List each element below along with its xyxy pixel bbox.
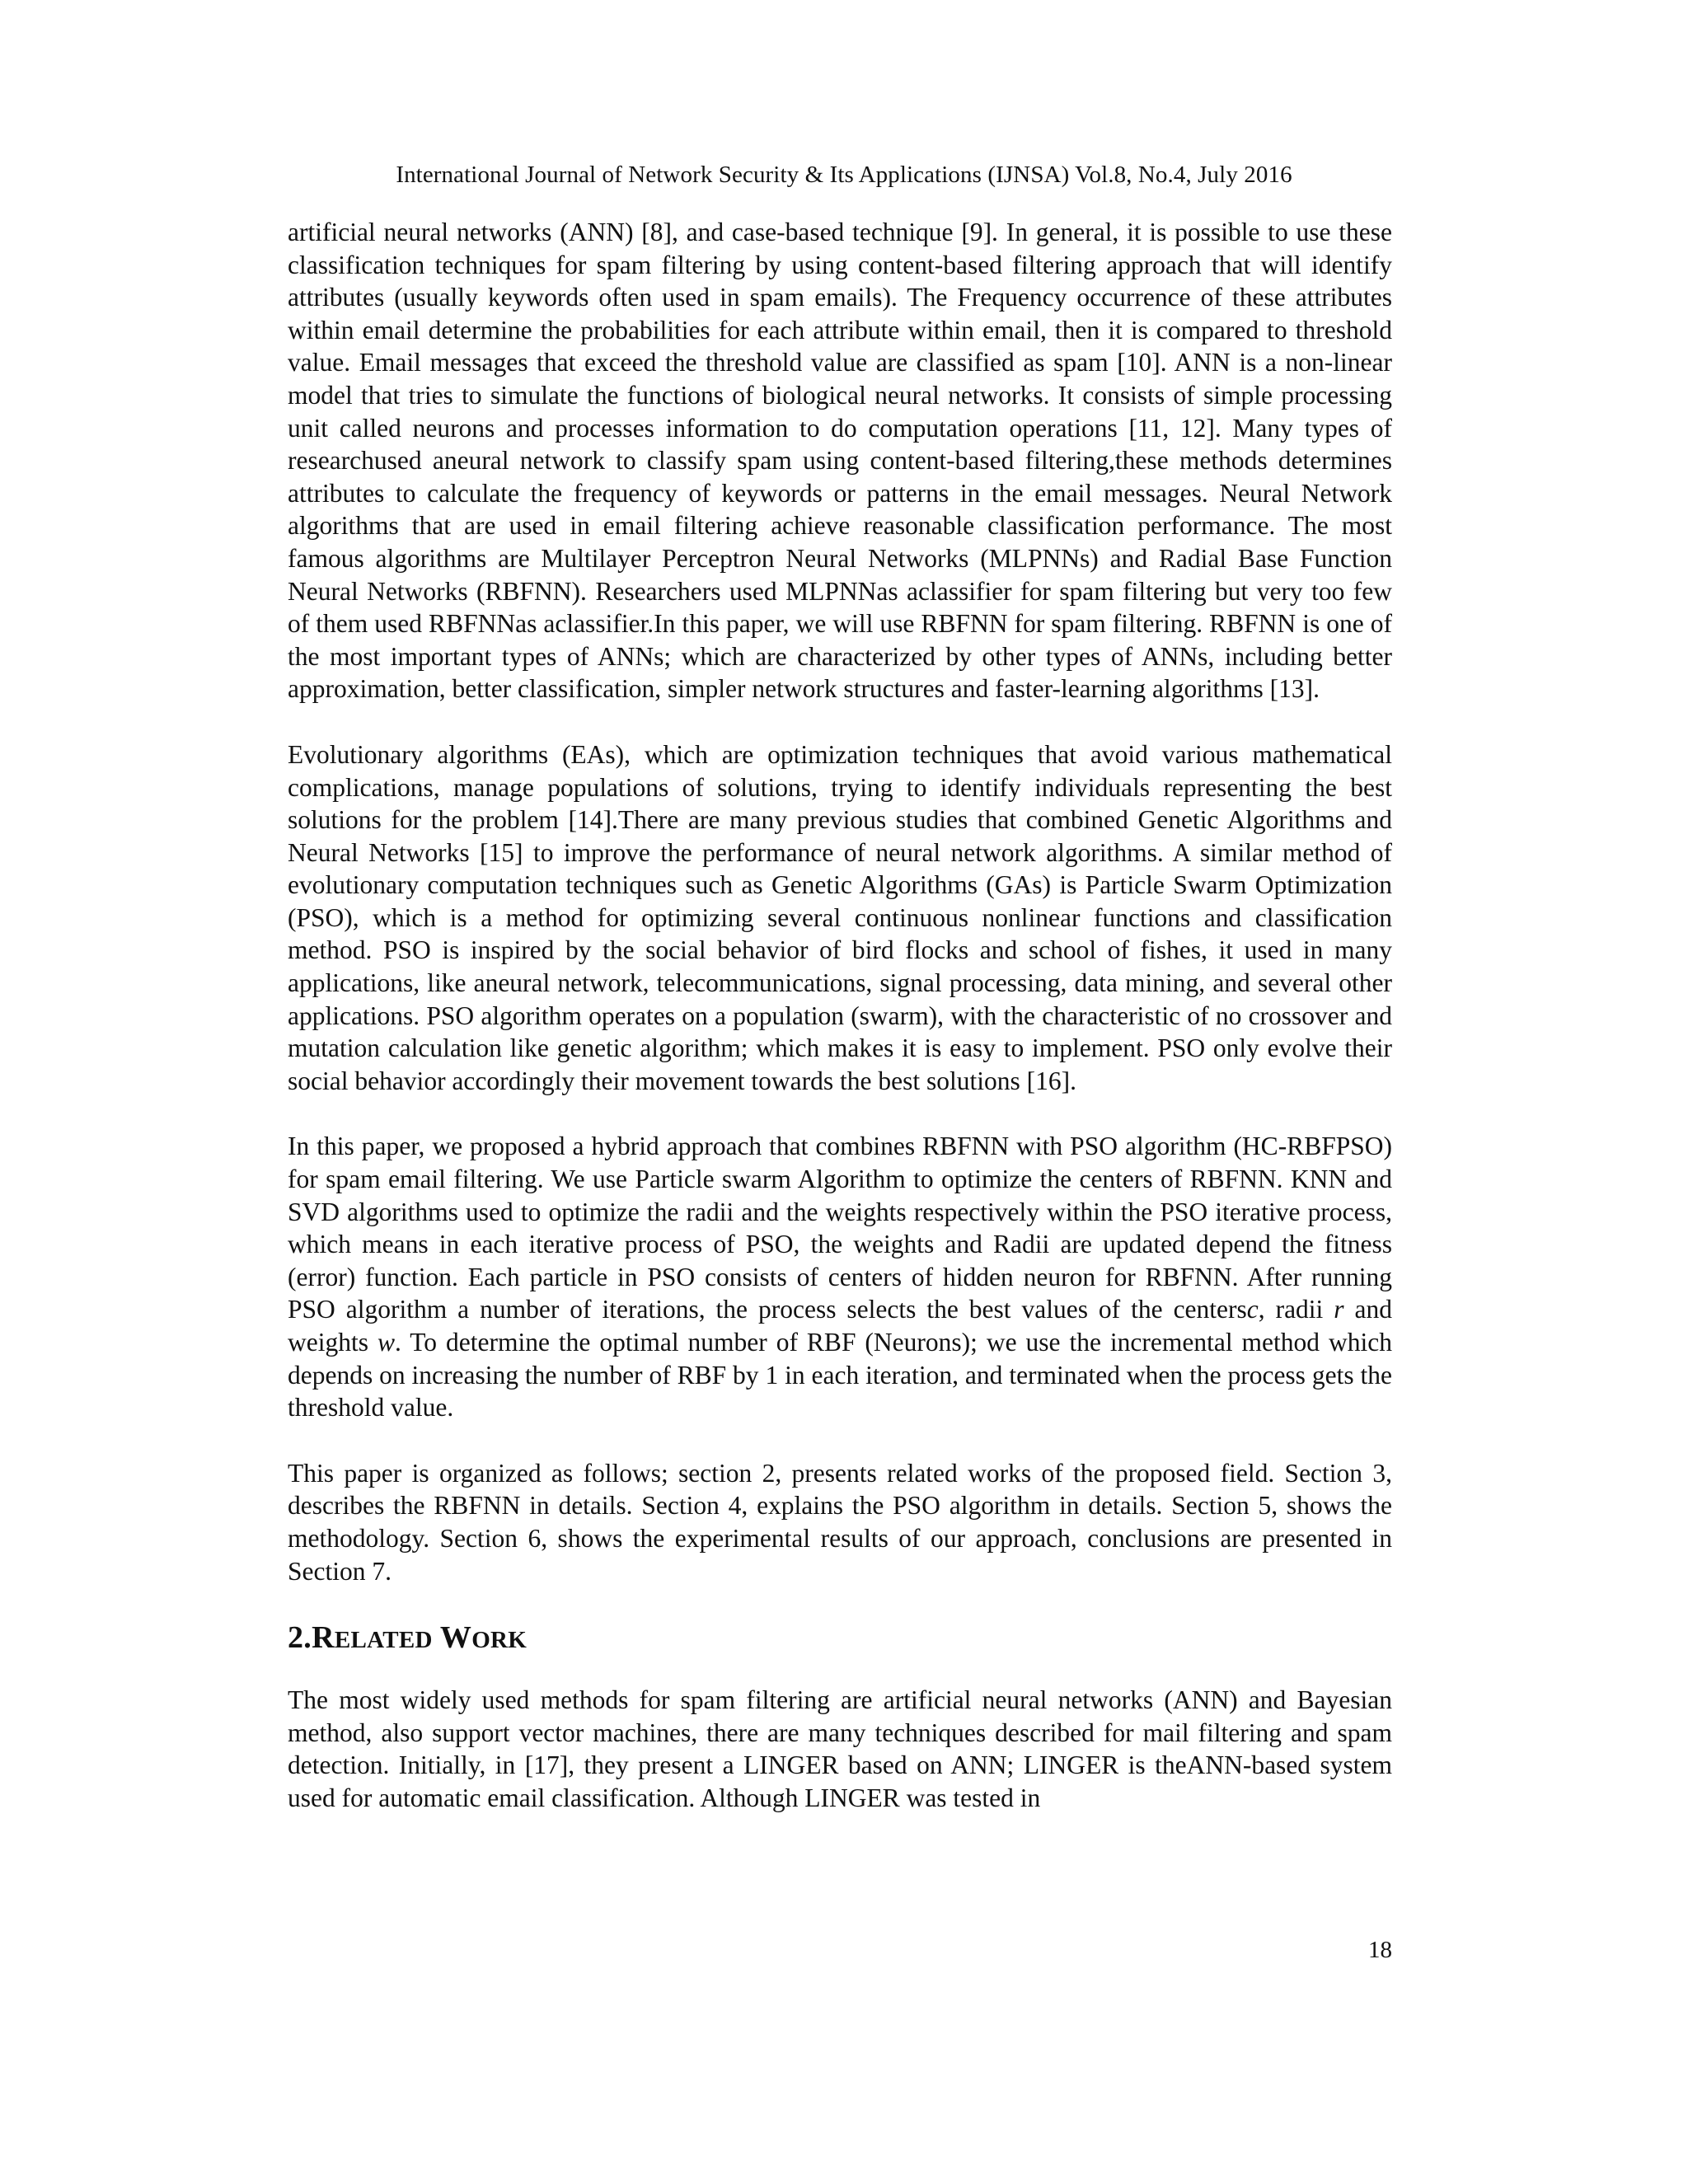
heading-gap — [288, 1659, 1392, 1684]
running-header: International Journal of Network Security & Its Applications (IJNSA) Vol.8, No.4, July 2016 — [396, 162, 1292, 188]
paragraph-paper-organization: This paper is organized as follows; section 2, presents related works of the proposed field. Section 3, describes the RBFNN in details. Section 4, explains the PSO algorithm in details. Section 5, shows the methodology. Section 6, shows the experimental results of our approach, conclusions are presented in Section 7. — [288, 1458, 1392, 1586]
heading-small-caps: ELATED — [334, 1627, 433, 1654]
text-run: , radii — [1258, 1295, 1334, 1324]
section-number: 2. — [288, 1620, 312, 1656]
paragraph-ann-overview: artificial neural networks (ANN) [8], and case-based technique [9]. In general, it is possible to use these classification techniques for spam filtering by using content-based filtering approach that will identify attributes (usually keywords often used in spam emails). The Frequency occurrence of these attributes within email determine the probabilities for each attribute within email, then it is compared to threshold value. Email messages that exceed the threshold value are classified as spam [10]. ANN is a non-linear model that tries to simulate the functions of biological neural networks. It consists of simple processing unit called neurons and processes information to do computation operations [11, 12]. Many types of researchused aneural network to classify spam using content-based filtering,these methods determines attributes to calculate the frequency of keywords or patterns in the email messages. Neural Network algorithms that are used in email filtering achieve reasonable classification performance. The most famous algorithms are Multilayer Perceptron Neural Networks (MLPNNs) and Radial Base Function Neural Networks (RBFNN). Researchers used MLPNNas aclassifier for spam filtering but very too few of them used RBFNNas aclassifier.In this paper, we will use RBFNN for spam filtering. RBFNN is one of the most important types of ANNs; which are characterized by other types of ANNs, including better approximation, better classification, simpler network structures and faster-learning algorithms [13]. — [288, 218, 1392, 704]
paragraph-related-work: The most widely used methods for spam filtering are artificial neural networks (ANN) and Bayesian method, also support vector machines, there are many techniques described for mail filtering and spam detection. Initially, in [17], they present a LINGER based on ANN; LINGER is theANN-based system used for automatic email classification. Although LINGER was tested in — [288, 1685, 1392, 1812]
paragraph-evolutionary-algorithms: Evolutionary algorithms (EAs), which are optimization techniques that avoid various mathematical complications, manage populations of solutions, trying to identify individuals representing the best solutions for the problem [14].There are many previous studies that combined Genetic Algorithms and Neural Networks [15] to improve the performance of neural network algorithms. A similar method of evolutionary computation techniques such as Genetic Algorithms (GAs) is Particle Swarm Optimization (PSO), which is a method for optimizing several continuous nonlinear functions and classification method. PSO is inspired by the social behavior of bird flocks and school of fishes, it used in many applications, like aneural network, telecommunications, signal processing, data mining, and several other applications. PSO algorithm operates on a population (swarm), with the characteristic of no crossover and mutation calculation like genetic algorithm; which makes it is easy to implement. PSO only evolve their social behavior accordingly their movement towards the best solutions [16]. — [288, 739, 1392, 1095]
text-run: and weights — [288, 1295, 1392, 1357]
paragraph-gap — [288, 1424, 1392, 1457]
paragraph-proposed-approach — [288, 1130, 1392, 1423]
text-run: . To determine the optimal number of RBF (Neurons); we use the incremental method which depends on increasing the number of RBF by 1 in each iteration, and terminated when the process gets the threshold value. — [288, 1328, 1392, 1422]
heading-small-caps: ORK — [471, 1627, 528, 1654]
variable-c: c — [1246, 1295, 1259, 1324]
heading-gap — [288, 1587, 1392, 1619]
variable-r: r — [1334, 1295, 1344, 1324]
heading-space — [433, 1620, 440, 1655]
heading-letter: R — [312, 1620, 335, 1656]
text-run: In this paper, we proposed a hybrid approach that combines RBFNN with PSO algorithm (HC-RBFPSO) for spam email filtering. We use Particle swarm Algorithm to optimize the centers of RBFNN. KNN and SVD algorithms used to optimize the radii and the weights respectively within the PSO iterative process, which means in each iterative process of PSO, the weights and Radii are updated depend the fitness (error) function. Each particle in PSO consists of centers of hidden neuron for RBFNN. After running PSO algorithm a number of iterations, the process selects the best values of the centers — [288, 1132, 1392, 1324]
paragraph-gap — [288, 705, 1392, 738]
body-text — [288, 216, 1392, 1815]
section-heading-related-work — [288, 1619, 1392, 1659]
heading-letter: W — [439, 1620, 472, 1656]
page-number: 18 — [1368, 1937, 1392, 1963]
paragraph-gap — [288, 1097, 1392, 1130]
variable-w: w — [377, 1328, 395, 1357]
